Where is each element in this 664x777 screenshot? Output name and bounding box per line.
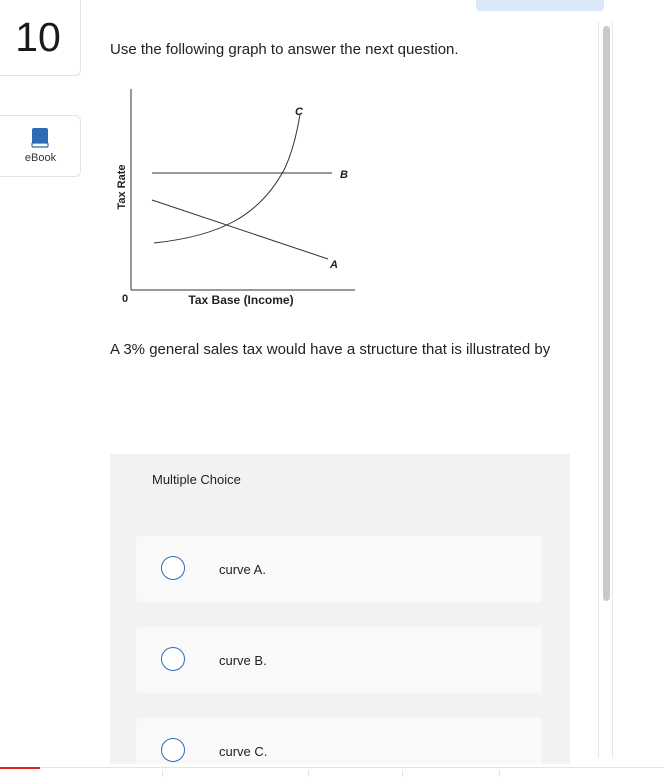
question-number: 10 (15, 13, 61, 60)
multiple-choice-panel (110, 454, 570, 764)
question-prompt: Use the following graph to answer the next question. (110, 41, 459, 58)
choice-c[interactable] (136, 718, 542, 764)
curve-c (154, 114, 300, 243)
question-number-box (0, 0, 81, 76)
curve-c-label: C (295, 106, 303, 118)
question-text: A 3% general sales tax would have a structure that is illustrated by (110, 341, 551, 358)
radio-button[interactable] (161, 556, 185, 580)
radio-button[interactable] (161, 738, 185, 762)
choice-b[interactable] (136, 627, 542, 693)
choice-label: curve A. (219, 562, 266, 577)
choice-label: curve B. (219, 653, 267, 668)
ebook-label: eBook (24, 152, 57, 164)
origin-label: 0 (121, 293, 129, 305)
y-axis-label: Tax Rate (116, 164, 128, 210)
book-icon (31, 128, 49, 153)
curve-a (152, 200, 328, 259)
curve-b-label: B (340, 169, 348, 181)
scrollbar-thumb[interactable] (603, 26, 610, 601)
top-action-button[interactable] (476, 0, 604, 11)
x-axis-label: Tax Base (Income) (188, 293, 294, 307)
bottom-navigation-bar (0, 767, 664, 776)
choice-a[interactable] (136, 536, 542, 602)
curve-a-label: A (330, 259, 338, 271)
multiple-choice-title: Multiple Choice (152, 472, 241, 487)
tax-structure-graph (110, 86, 370, 314)
progress-accent (0, 767, 40, 769)
choice-label: curve C. (219, 744, 268, 759)
ebook-button[interactable] (0, 115, 81, 177)
radio-button[interactable] (161, 647, 185, 671)
